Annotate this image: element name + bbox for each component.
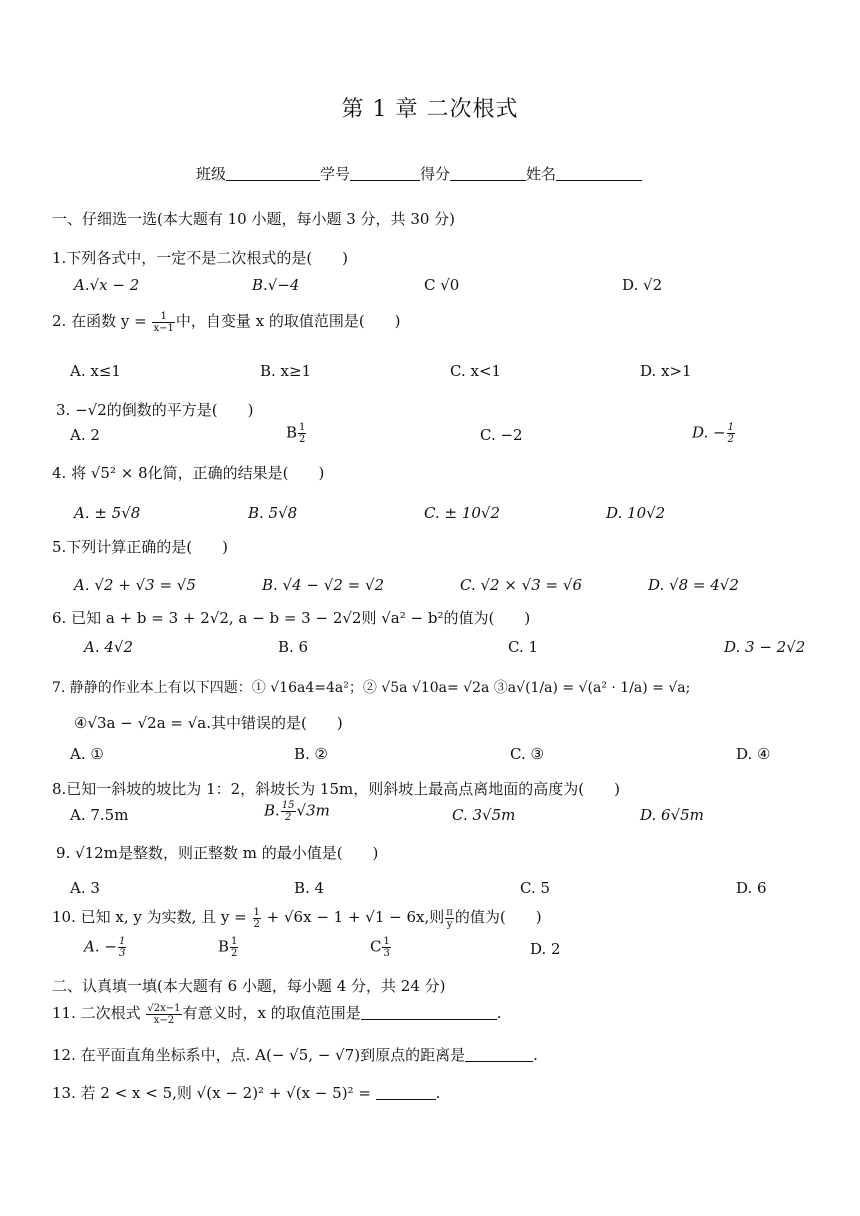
- q3-d-den: 2: [727, 434, 734, 445]
- q2-option-c[interactable]: C. x<1: [450, 362, 502, 380]
- q9-stem: 9. √12m是整数，则正整数 m 的最小值是( ): [56, 844, 379, 862]
- score-label: 得分: [420, 165, 451, 183]
- q10-stem-pre: 10. 已知 x, y 为实数, 且 y =: [52, 908, 252, 926]
- q6-option-b[interactable]: B. 6: [278, 638, 309, 656]
- q2-option-a[interactable]: A. x≤1: [70, 362, 121, 380]
- q6-option-d[interactable]: D. 3 − 2√2: [724, 638, 806, 656]
- q10-b-pre: B: [218, 937, 230, 956]
- q10-stem-mid: + √6x − 1 + √1 − 6x,则: [261, 908, 445, 926]
- q3-b-fraction: [298, 422, 306, 445]
- q5-stem: 5.下列计算正确的是( ): [52, 538, 229, 556]
- q4-option-d[interactable]: D. 10√2: [606, 504, 666, 522]
- q4-option-c[interactable]: C. ± 10√2: [424, 504, 501, 522]
- q2-fraction: [152, 311, 174, 334]
- q5-option-b[interactable]: B. √4 − √2 = √2: [262, 576, 385, 594]
- q9-option-c[interactable]: C. 5: [520, 879, 551, 897]
- q8-b-pre: B.: [264, 801, 280, 820]
- q3-b-den: 2: [299, 434, 306, 445]
- q6-stem: 6. 已知 a + b = 3 + 2√2, a − b = 3 − 2√2则 √a² − b²的值为( ): [52, 609, 531, 627]
- q10-b-den: 2: [231, 948, 238, 959]
- student-info-line: [196, 163, 642, 184]
- q12-stem: 12. 在平面直角坐标系中，点. A(− √5, − √7)到原点的距离是 .: [52, 1046, 538, 1064]
- q8-stem: 8.已知一斜坡的坡比为 1：2，斜坡长为 15m，则斜坡上最高点离地面的高度为( ): [52, 780, 620, 798]
- class-blank[interactable]: [226, 166, 320, 181]
- q11-stem-pre: 11. 二次根式: [52, 1004, 146, 1022]
- q7-stem-2: ④√3a − √2a = √a.其中错误的是( ): [74, 714, 343, 732]
- q11-fraction: [146, 1003, 181, 1026]
- q10-half-fraction: [253, 907, 261, 930]
- q8-b-den: 2: [284, 812, 292, 823]
- q10-c-fraction: [382, 936, 390, 959]
- q3-d-fraction: [727, 422, 735, 445]
- q10-xy-num: π: [446, 906, 453, 918]
- section-1-heading: 一、仔细选一选(本大题有 10 小题，每小题 3 分，共 30 分): [52, 210, 456, 228]
- q7-option-d[interactable]: D. ④: [736, 745, 771, 763]
- id-blank[interactable]: [350, 166, 420, 181]
- q11-den: x−2: [153, 1014, 175, 1026]
- q1-stem: 1.下列各式中，一定不是二次根式的是( ): [52, 249, 349, 267]
- class-label: 班级: [196, 165, 227, 183]
- q10-option-c[interactable]: [370, 936, 392, 959]
- q9-option-a[interactable]: A. 3: [70, 879, 100, 897]
- q8-option-c[interactable]: C. 3√5m: [452, 806, 516, 824]
- q6-option-a[interactable]: A. 4√2: [84, 638, 134, 656]
- q10-c-den: 3: [383, 948, 390, 959]
- q4-option-a[interactable]: A. ± 5√8: [74, 504, 141, 522]
- q10-xy-fraction: [445, 907, 454, 930]
- q11-num: √2x−1: [147, 1002, 181, 1014]
- q2-stem: [52, 310, 401, 334]
- q8-b-fraction: [281, 800, 296, 823]
- q7-option-b[interactable]: B. ②: [294, 745, 329, 763]
- q8-b-num: 15: [281, 800, 295, 811]
- q3-d-pre: D. −: [692, 423, 726, 442]
- q10-den: 2: [253, 918, 260, 930]
- q1-option-a[interactable]: A.√x − 2: [74, 276, 140, 294]
- q10-xy-den: y: [446, 918, 453, 930]
- q12-answer-blank[interactable]: [465, 1047, 533, 1062]
- q3-option-a[interactable]: A. 2: [70, 426, 100, 444]
- q10-option-b[interactable]: [218, 936, 239, 959]
- q10-c-pre: C: [370, 937, 382, 956]
- q13-stem-text: 13. 若 2 < x < 5,则 √(x − 2)² + √(x − 5)² =: [52, 1084, 376, 1102]
- q2-stem-pre: 2. 在函数 y =: [52, 312, 152, 330]
- q10-num: 1: [253, 906, 260, 918]
- q10-a-den: 3: [118, 948, 126, 959]
- q9-option-b[interactable]: B. 4: [294, 879, 325, 897]
- q3-stem: 3. −√2的倒数的平方是( ): [56, 401, 254, 419]
- name-label: 姓名: [526, 165, 557, 183]
- q10-c-num: 1: [383, 936, 390, 947]
- q3-b-pre: B: [286, 423, 298, 442]
- q10-a-pre: A. −: [84, 937, 117, 956]
- score-blank[interactable]: [450, 166, 526, 181]
- q10-a-num: 1: [118, 936, 126, 947]
- q12-stem-text: 12. 在平面直角坐标系中，点. A(− √5, − √7)到原点的距离是: [52, 1046, 466, 1064]
- q7-option-a[interactable]: A. ①: [70, 745, 104, 763]
- q10-b-fraction: [230, 936, 238, 959]
- q2-stem-post: 中，自变量 x 的取值范围是( ): [175, 312, 401, 330]
- q10-a-fraction: [118, 936, 126, 959]
- q9-option-d[interactable]: D. 6: [736, 879, 767, 897]
- q2-option-b[interactable]: B. x≥1: [260, 362, 312, 380]
- q6-option-c[interactable]: C. 1: [508, 638, 539, 656]
- q8-option-d[interactable]: D. 6√5m: [640, 806, 704, 824]
- q5-option-a[interactable]: A. √2 + √3 = √5: [74, 576, 196, 594]
- q11-stem: 11. 二次根式 $\frac{√2x-1}{x-2}$ 有意义时，x 的取值范围是 .: [52, 1002, 502, 1026]
- q7-option-c[interactable]: C. ③: [510, 745, 544, 763]
- section-2-heading: 二、认真填一填(本大题有 6 小题，每小题 4 分，共 24 分): [52, 977, 446, 995]
- q5-option-d[interactable]: D. √8 = 4√2: [648, 576, 739, 594]
- q10-option-d[interactable]: D. 2: [530, 940, 561, 958]
- q3-d-num: 1: [727, 422, 734, 433]
- q3-b-num: 1: [299, 422, 306, 433]
- id-label: 学号: [320, 165, 351, 183]
- q4-stem: 4. 将 √5² × 8化简，正确的结果是( ): [52, 464, 325, 482]
- q8-b-post: √3m: [296, 801, 330, 820]
- name-blank[interactable]: [556, 166, 642, 181]
- q10-stem: [52, 906, 542, 930]
- q13-answer-blank[interactable]: [376, 1085, 436, 1100]
- q3-option-d[interactable]: [692, 422, 736, 445]
- q8-option-a[interactable]: A. 7.5m: [70, 806, 129, 824]
- q10-stem-post: 的值为( ): [454, 908, 542, 926]
- q3-option-c[interactable]: C. −2: [480, 426, 523, 444]
- q10-b-num: 1: [231, 936, 238, 947]
- q8-option-b[interactable]: [264, 800, 330, 823]
- q7-stem: 7. 静静的作业本上有以下四题：① √16a4=4a²；② √5a √10a= √2a ③a√(1/a) = √(a² · 1/a) = √a;: [52, 680, 691, 696]
- q2-option-d[interactable]: D. x>1: [640, 362, 692, 380]
- q1-option-d[interactable]: D. √2: [622, 276, 663, 294]
- q11-answer-blank[interactable]: [361, 1005, 497, 1020]
- q1-option-c[interactable]: C √0: [424, 276, 460, 294]
- q3-option-b[interactable]: [286, 422, 307, 445]
- q13-stem: 13. 若 2 < x < 5,则 √(x − 2)² + √(x − 5)² = .: [52, 1084, 441, 1102]
- q4-option-b[interactable]: B. 5√8: [248, 504, 298, 522]
- q5-option-c[interactable]: C. √2 × √3 = √6: [460, 576, 582, 594]
- q10-option-a[interactable]: [84, 936, 127, 959]
- q2-frac-den: x−1: [153, 322, 174, 334]
- q11-stem-post: 有意义时，x 的取值范围是: [182, 1004, 361, 1022]
- q1-option-b[interactable]: B.√−4: [252, 276, 300, 294]
- q2-frac-num: 1: [152, 311, 174, 323]
- page-title: 第 1 章 二次根式: [341, 97, 519, 122]
